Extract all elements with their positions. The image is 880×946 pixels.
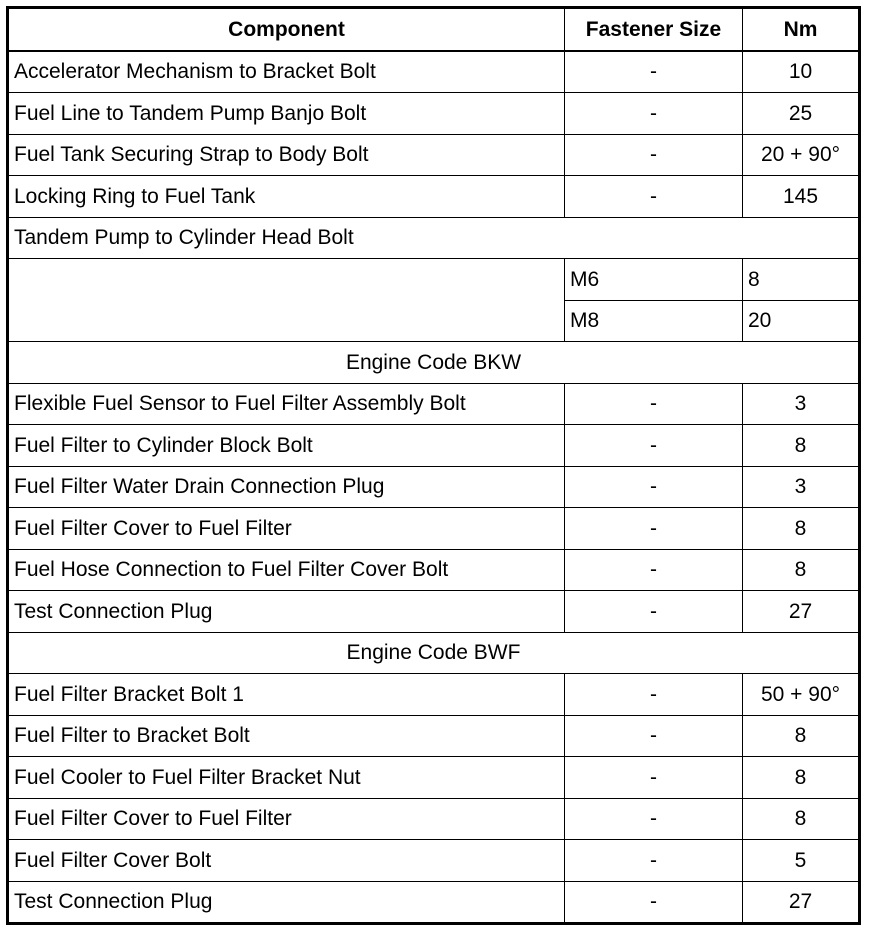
header-fastener-size: Fastener Size bbox=[565, 8, 743, 51]
fastener-size-cell: M8 bbox=[565, 300, 743, 342]
header-component: Component bbox=[8, 8, 565, 51]
component-cell: Accelerator Mechanism to Bracket Bolt bbox=[8, 51, 565, 93]
component-cell: Fuel Filter Cover to Fuel Filter bbox=[8, 798, 565, 840]
fastener-size-cell: - bbox=[565, 591, 743, 633]
table-row-group-label bbox=[8, 217, 860, 259]
fastener-size-cell: - bbox=[565, 93, 743, 135]
table-row bbox=[8, 508, 860, 550]
table-row bbox=[8, 51, 860, 93]
fastener-size-cell: - bbox=[565, 176, 743, 218]
component-cell: Fuel Cooler to Fuel Filter Bracket Nut bbox=[8, 757, 565, 799]
section-title-bwf: Engine Code BWF bbox=[8, 632, 860, 674]
fastener-size-cell: - bbox=[565, 383, 743, 425]
tandem-pump-label: Tandem Pump to Cylinder Head Bolt bbox=[8, 217, 860, 259]
component-cell: Fuel Filter Water Drain Connection Plug bbox=[8, 466, 565, 508]
torque-cell: 20 bbox=[743, 300, 860, 342]
table-row bbox=[8, 715, 860, 757]
table-row bbox=[8, 840, 860, 882]
component-cell: Fuel Filter Cover to Fuel Filter bbox=[8, 508, 565, 550]
torque-specification-table bbox=[6, 6, 861, 925]
table-row bbox=[8, 425, 860, 467]
table-row bbox=[8, 176, 860, 218]
component-cell: Test Connection Plug bbox=[8, 591, 565, 633]
fastener-size-cell: - bbox=[565, 715, 743, 757]
component-cell: Fuel Filter Bracket Bolt 1 bbox=[8, 674, 565, 716]
section-title-bkw: Engine Code BKW bbox=[8, 342, 860, 384]
torque-cell: 8 bbox=[743, 715, 860, 757]
fastener-size-cell: M6 bbox=[565, 259, 743, 301]
table-row bbox=[8, 466, 860, 508]
table-row bbox=[8, 881, 860, 924]
table-row bbox=[8, 549, 860, 591]
component-cell: Flexible Fuel Sensor to Fuel Filter Assembly Bolt bbox=[8, 383, 565, 425]
component-cell: Fuel Filter to Bracket Bolt bbox=[8, 715, 565, 757]
torque-cell: 3 bbox=[743, 466, 860, 508]
section-header-row bbox=[8, 632, 860, 674]
component-cell: Fuel Line to Tandem Pump Banjo Bolt bbox=[8, 93, 565, 135]
torque-cell: 5 bbox=[743, 840, 860, 882]
fastener-size-cell: - bbox=[565, 51, 743, 93]
table-row bbox=[8, 134, 860, 176]
component-cell: Fuel Hose Connection to Fuel Filter Cover Bolt bbox=[8, 549, 565, 591]
fastener-size-cell: - bbox=[565, 508, 743, 550]
fastener-size-cell: - bbox=[565, 425, 743, 467]
torque-cell: 8 bbox=[743, 757, 860, 799]
fastener-size-cell: - bbox=[565, 840, 743, 882]
component-cell: Fuel Filter to Cylinder Block Bolt bbox=[8, 425, 565, 467]
table-row bbox=[8, 591, 860, 633]
fastener-size-cell: - bbox=[565, 881, 743, 924]
header-nm: Nm bbox=[743, 8, 860, 51]
fastener-size-cell: - bbox=[565, 757, 743, 799]
component-cell: Fuel Tank Securing Strap to Body Bolt bbox=[8, 134, 565, 176]
fastener-size-cell: - bbox=[565, 549, 743, 591]
fastener-size-cell: - bbox=[565, 674, 743, 716]
component-cell: Test Connection Plug bbox=[8, 881, 565, 924]
torque-cell: 10 bbox=[743, 51, 860, 93]
torque-cell: 20 + 90° bbox=[743, 134, 860, 176]
component-cell: Locking Ring to Fuel Tank bbox=[8, 176, 565, 218]
component-cell: Fuel Filter Cover Bolt bbox=[8, 840, 565, 882]
table-row bbox=[8, 798, 860, 840]
torque-cell: 8 bbox=[743, 259, 860, 301]
table-row bbox=[8, 259, 860, 301]
table-row bbox=[8, 757, 860, 799]
empty-component-cell bbox=[8, 259, 565, 342]
fastener-size-cell: - bbox=[565, 134, 743, 176]
torque-cell: 27 bbox=[743, 881, 860, 924]
torque-cell: 27 bbox=[743, 591, 860, 633]
torque-cell: 8 bbox=[743, 798, 860, 840]
header-row bbox=[8, 8, 860, 51]
table-row bbox=[8, 93, 860, 135]
torque-cell: 8 bbox=[743, 425, 860, 467]
torque-cell: 25 bbox=[743, 93, 860, 135]
torque-cell: 8 bbox=[743, 508, 860, 550]
torque-cell: 50 + 90° bbox=[743, 674, 860, 716]
table-row bbox=[8, 383, 860, 425]
torque-cell: 145 bbox=[743, 176, 860, 218]
table-row bbox=[8, 674, 860, 716]
torque-cell: 8 bbox=[743, 549, 860, 591]
section-header-row bbox=[8, 342, 860, 384]
fastener-size-cell: - bbox=[565, 466, 743, 508]
torque-cell: 3 bbox=[743, 383, 860, 425]
fastener-size-cell: - bbox=[565, 798, 743, 840]
